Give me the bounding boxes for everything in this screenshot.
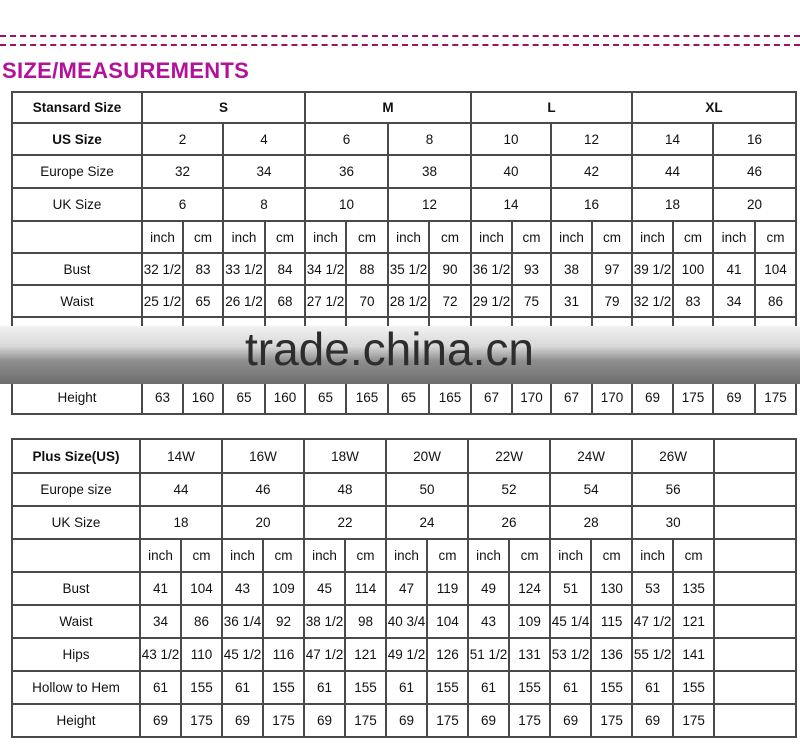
unit-cm: cm [265,221,305,253]
plus-height-cell: 175 [345,704,386,737]
plus-height-cell: 175 [263,704,304,737]
page-title: SIZE/MEASUREMENTS [2,58,250,83]
plus-height-cell: 175 [591,704,632,737]
plus-empty-cell [714,671,796,704]
height-label: Height [12,380,142,414]
plus-us-size-row [12,439,796,473]
waist-cell: 75 [512,285,551,317]
plus-hollow-cell: 155 [427,671,468,704]
uk-size-row [12,188,796,221]
us-size-cell: 12 [551,123,632,155]
plus-bust-cell: 43 [222,572,263,605]
unit-cm: cm [512,221,551,253]
plus-us-size-cell: 16W [222,439,304,473]
plus-hollow-cell: 155 [673,671,714,704]
plus-height-cell: 175 [673,704,714,737]
europe-size-cell: 34 [223,155,305,188]
uk-size-label: UK Size [12,188,142,221]
bust-cell: 93 [512,253,551,285]
unit-cm: cm [181,539,222,572]
plus-us-size-cell: 22W [468,439,550,473]
bust-cell: 41 [713,253,755,285]
uk-size-cell: 6 [142,188,223,221]
height-cell: 170 [512,380,551,414]
plus-hollow-cell: 61 [140,671,181,704]
height-cell: 170 [592,380,632,414]
top-dashed-rule [0,35,800,37]
plus-europe-size-cell: 48 [304,473,386,506]
plus-europe-size-label: Europe size [12,473,140,506]
plus-hollow-cell: 155 [181,671,222,704]
plus-europe-size-row [12,473,796,506]
height-cell: 65 [223,380,265,414]
plus-uk-size-cell: 26 [468,506,550,539]
plus-unit-row-blank [12,539,140,572]
europe-size-cell: 44 [632,155,713,188]
plus-europe-size-cell: 52 [468,473,550,506]
plus-height-cell: 175 [427,704,468,737]
plus-hips-label: Hips [12,638,140,671]
height-cell: 63 [142,380,183,414]
plus-height-cell: 175 [181,704,222,737]
plus-hips-cell: 141 [673,638,714,671]
unit-inch: inch [713,221,755,253]
unit-inch: inch [632,539,673,572]
unit-inch: inch [223,221,265,253]
plus-europe-size-cell: 50 [386,473,468,506]
plus-empty-cell [714,473,796,506]
bust-cell: 83 [183,253,223,285]
waist-cell: 86 [755,285,796,317]
plus-europe-size-cell: 44 [140,473,222,506]
height-cell: 65 [388,380,429,414]
unit-cm: cm [592,221,632,253]
plus-hollow-cell: 155 [509,671,550,704]
plus-hips-cell: 47 1/2 [304,638,345,671]
plus-uk-size-cell: 28 [550,506,632,539]
europe-size-cell: 46 [713,155,796,188]
height-cell: 67 [471,380,512,414]
standard-size-label: Stansard Size [12,92,142,123]
bust-cell: 88 [346,253,388,285]
plus-waist-cell: 34 [140,605,181,638]
plus-empty-cell [714,439,796,473]
uk-size-cell: 8 [223,188,305,221]
plus-hollow-cell: 155 [591,671,632,704]
plus-bust-cell: 104 [181,572,222,605]
height-cell: 175 [673,380,713,414]
plus-bust-cell: 109 [263,572,304,605]
waist-cell: 79 [592,285,632,317]
waist-cell: 28 1/2 [388,285,429,317]
bust-label: Bust [12,253,142,285]
uk-size-cell: 14 [471,188,551,221]
us-size-cell: 8 [388,123,471,155]
plus-hollow-label: Hollow to Hem [12,671,140,704]
plus-uk-size-row [12,506,796,539]
bust-cell: 36 1/2 [471,253,512,285]
plus-height-cell: 69 [386,704,427,737]
plus-waist-cell: 98 [345,605,386,638]
bust-cell: 35 1/2 [388,253,429,285]
uk-size-cell: 12 [388,188,471,221]
plus-bust-cell: 114 [345,572,386,605]
unit-cm: cm [263,539,304,572]
plus-waist-cell: 45 1/4 [550,605,591,638]
unit-inch: inch [550,539,591,572]
plus-us-size-cell: 20W [386,439,468,473]
plus-height-row [12,704,796,737]
plus-bust-cell: 49 [468,572,509,605]
waist-cell: 25 1/2 [142,285,183,317]
waist-cell: 32 1/2 [632,285,673,317]
europe-size-cell: 36 [305,155,388,188]
plus-waist-cell: 104 [427,605,468,638]
europe-size-cell: 38 [388,155,471,188]
plus-bust-label: Bust [12,572,140,605]
waist-label: Waist [12,285,142,317]
plus-hollow-cell: 61 [386,671,427,704]
unit-row [12,221,796,253]
unit-cm: cm [673,221,713,253]
plus-uk-size-cell: 22 [304,506,386,539]
plus-unit-row [12,539,796,572]
waist-cell: 29 1/2 [471,285,512,317]
waist-cell: 68 [265,285,305,317]
height-cell: 65 [305,380,346,414]
unit-row-blank [12,221,142,253]
waist-cell: 72 [429,285,471,317]
bust-cell: 100 [673,253,713,285]
unit-inch: inch [305,221,346,253]
us-size-cell: 2 [142,123,223,155]
uk-size-cell: 16 [551,188,632,221]
plus-height-cell: 69 [468,704,509,737]
bust-cell: 33 1/2 [223,253,265,285]
plus-height-cell: 69 [304,704,345,737]
height-cell: 160 [183,380,223,414]
bust-cell: 90 [429,253,471,285]
height-cell: 175 [755,380,796,414]
plus-height-cell: 69 [140,704,181,737]
plus-hollow-cell: 155 [263,671,304,704]
waist-cell: 70 [346,285,388,317]
plus-europe-size-cell: 56 [632,473,714,506]
bust-cell: 38 [551,253,592,285]
bust-row [12,253,796,285]
waist-row [12,285,796,317]
europe-size-cell: 42 [551,155,632,188]
height-cell: 165 [429,380,471,414]
plus-hips-cell: 55 1/2 [632,638,673,671]
unit-inch: inch [142,221,183,253]
unit-inch: inch [632,221,673,253]
plus-hips-cell: 49 1/2 [386,638,427,671]
plus-hollow-cell: 155 [345,671,386,704]
unit-cm: cm [755,221,796,253]
plus-waist-cell: 38 1/2 [304,605,345,638]
plus-hips-cell: 136 [591,638,632,671]
plus-empty-cell [714,605,796,638]
bust-cell: 104 [755,253,796,285]
plus-height-cell: 69 [550,704,591,737]
plus-uk-size-label: UK Size [12,506,140,539]
plus-hips-cell: 121 [345,638,386,671]
plus-height-cell: 69 [222,704,263,737]
plus-empty-cell [714,506,796,539]
plus-bust-cell: 53 [632,572,673,605]
unit-cm: cm [183,221,223,253]
plus-hips-cell: 126 [427,638,468,671]
us-size-cell: 6 [305,123,388,155]
uk-size-cell: 20 [713,188,796,221]
plus-waist-cell: 92 [263,605,304,638]
plus-bust-cell: 130 [591,572,632,605]
uk-size-cell: 10 [305,188,388,221]
plus-size-label: Plus Size(US) [12,439,140,473]
plus-empty-cell [714,539,796,572]
plus-hips-cell: 51 1/2 [468,638,509,671]
plus-waist-cell: 86 [181,605,222,638]
unit-cm: cm [673,539,714,572]
us-size-cell: 4 [223,123,305,155]
top-dashed-rule-2 [0,44,800,46]
plus-us-size-cell: 14W [140,439,222,473]
plus-bust-row [12,572,796,605]
unit-cm: cm [429,221,471,253]
plus-waist-cell: 109 [509,605,550,638]
plus-height-cell: 69 [632,704,673,737]
us-size-cell: 16 [713,123,796,155]
size-group-s: S [142,92,305,123]
plus-waist-cell: 36 1/4 [222,605,263,638]
size-group-m: M [305,92,471,123]
plus-bust-cell: 124 [509,572,550,605]
unit-inch: inch [140,539,181,572]
plus-empty-cell [714,638,796,671]
waist-cell: 65 [183,285,223,317]
europe-size-label: Europe Size [12,155,142,188]
plus-bust-cell: 135 [673,572,714,605]
plus-height-cell: 175 [509,704,550,737]
plus-europe-size-cell: 46 [222,473,304,506]
uk-size-cell: 18 [632,188,713,221]
europe-size-row [12,155,796,188]
plus-bust-cell: 47 [386,572,427,605]
waist-cell: 26 1/2 [223,285,265,317]
europe-size-cell: 40 [471,155,551,188]
unit-inch: inch [551,221,592,253]
size-group-row [12,92,796,123]
plus-height-label: Height [12,704,140,737]
plus-hips-cell: 110 [181,638,222,671]
plus-waist-label: Waist [12,605,140,638]
plus-waist-cell: 40 3/4 [386,605,427,638]
plus-hips-row [12,638,796,671]
plus-hips-cell: 53 1/2 [550,638,591,671]
waist-cell: 31 [551,285,592,317]
plus-uk-size-cell: 24 [386,506,468,539]
plus-hollow-row [12,671,796,704]
unit-inch: inch [468,539,509,572]
plus-bust-cell: 45 [304,572,345,605]
us-size-label: US Size [12,123,142,155]
plus-waist-cell: 47 1/2 [632,605,673,638]
plus-bust-cell: 119 [427,572,468,605]
bust-cell: 32 1/2 [142,253,183,285]
waist-cell: 27 1/2 [305,285,346,317]
plus-us-size-cell: 26W [632,439,714,473]
unit-cm: cm [346,221,388,253]
us-size-row [12,123,796,155]
plus-hollow-cell: 61 [304,671,345,704]
plus-uk-size-cell: 18 [140,506,222,539]
plus-waist-cell: 121 [673,605,714,638]
unit-inch: inch [386,539,427,572]
plus-hollow-cell: 61 [468,671,509,704]
unit-cm: cm [427,539,468,572]
height-cell: 160 [265,380,305,414]
us-size-cell: 14 [632,123,713,155]
unit-cm: cm [509,539,550,572]
bust-cell: 84 [265,253,305,285]
unit-inch: inch [222,539,263,572]
height-cell: 69 [713,380,755,414]
plus-bust-cell: 51 [550,572,591,605]
height-cell: 165 [346,380,388,414]
height-cell: 67 [551,380,592,414]
plus-empty-cell [714,704,796,737]
waist-cell: 34 [713,285,755,317]
plus-waist-cell: 43 [468,605,509,638]
plus-waist-cell: 115 [591,605,632,638]
plus-bust-cell: 41 [140,572,181,605]
plus-hollow-cell: 61 [222,671,263,704]
plus-europe-size-cell: 54 [550,473,632,506]
waist-cell: 83 [673,285,713,317]
unit-cm: cm [345,539,386,572]
plus-size-table [11,438,797,738]
plus-hips-cell: 116 [263,638,304,671]
unit-inch: inch [304,539,345,572]
plus-hips-cell: 45 1/2 [222,638,263,671]
size-group-l: L [471,92,632,123]
plus-hips-cell: 131 [509,638,550,671]
plus-empty-cell [714,572,796,605]
unit-cm: cm [591,539,632,572]
plus-hollow-cell: 61 [632,671,673,704]
plus-waist-row [12,605,796,638]
plus-hollow-cell: 61 [550,671,591,704]
bust-cell: 39 1/2 [632,253,673,285]
plus-uk-size-cell: 30 [632,506,714,539]
unit-inch: inch [471,221,512,253]
plus-us-size-cell: 24W [550,439,632,473]
unit-inch: inch [388,221,429,253]
plus-hips-cell: 43 1/2 [140,638,181,671]
size-group-xl: XL [632,92,796,123]
bust-cell: 34 1/2 [305,253,346,285]
height-cell: 69 [632,380,673,414]
europe-size-cell: 32 [142,155,223,188]
us-size-cell: 10 [471,123,551,155]
bust-cell: 97 [592,253,632,285]
plus-uk-size-cell: 20 [222,506,304,539]
plus-us-size-cell: 18W [304,439,386,473]
watermark: trade.china.cn [245,323,534,375]
height-row [12,380,796,414]
